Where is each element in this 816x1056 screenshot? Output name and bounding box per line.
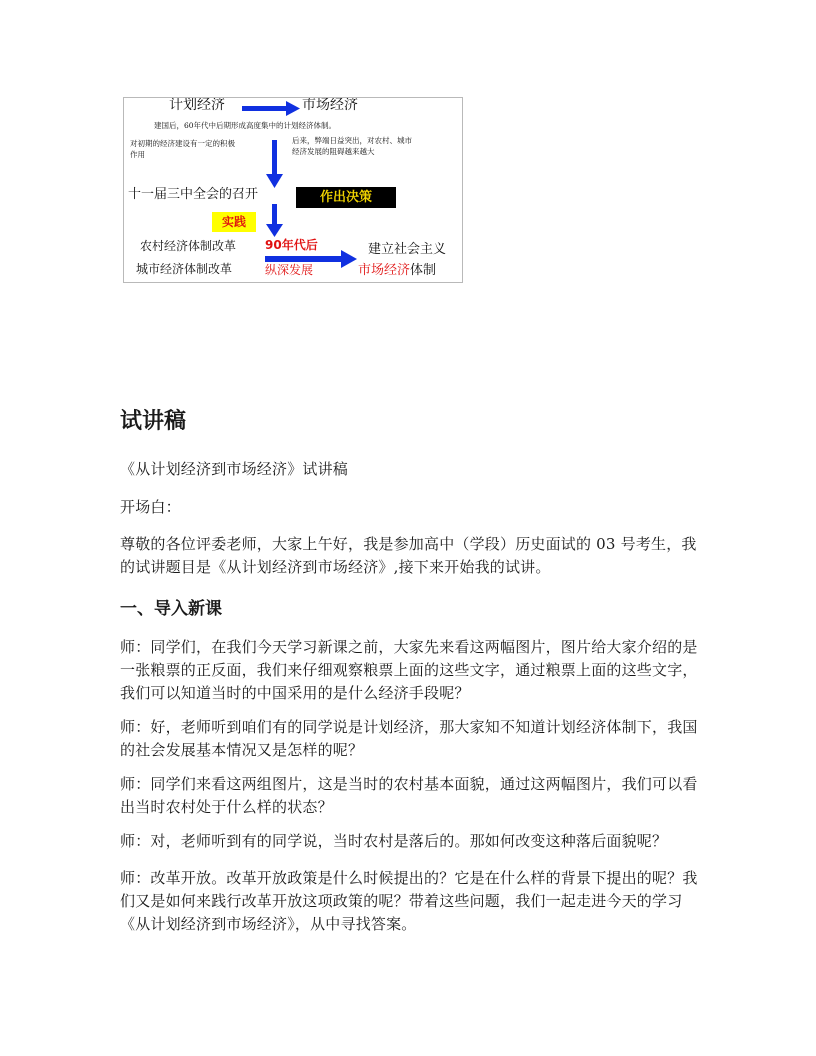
arrow-planned-to-market (242, 106, 288, 111)
paragraph-2: 师：好，老师听到咱们有的同学说是计划经济，那大家知不知道计划经济体制下，我国的社会发展基本情况又是怎样的呢？ (120, 718, 698, 759)
label-plenum: 十一届三中全会的召开 (128, 187, 259, 202)
arrow-head-down-2 (266, 224, 283, 237)
arrow-head-top (286, 101, 300, 116)
practice-box: 实践 (212, 212, 256, 232)
paragraph-3: 师：同学们来看这两组图片，这是当时的农村基本面貌，通过这两幅图片，我们可以看出当时农村处于什么样的状态？ (120, 775, 698, 816)
label-market-system (358, 264, 436, 278)
label-market-economy: 市场经济 (302, 97, 358, 113)
decision-box: 作出决策 (296, 187, 396, 208)
document-subtitle: 《从计划经济到市场经济》试讲稿 (120, 460, 349, 478)
arrow-down-1 (272, 140, 277, 176)
arrow-down-2 (272, 204, 277, 226)
paragraph-4: 师：对，老师听到有的同学说，当时农村是落后的。那如何改变这种落后面貌呢？ (120, 832, 668, 850)
label-planned-economy: 计划经济 (169, 97, 225, 113)
note-left: 对初期的经济建设有一定的积极作用 (130, 139, 235, 159)
label-system: 体制 (410, 263, 437, 278)
arrow-head-down-1 (266, 174, 283, 188)
paragraph-1: 师：同学们，在我们今天学习新课之前，大家先来看这两幅图片，图片给大家介绍的是一张粮票的正反面，我们来仔细观察粮票上面的这些文字，通过粮票上面的这些文字，我们可以知道当时的中国采用的是什么经济手段呢？ (120, 638, 698, 702)
label-market-economy-red: 市场经济 (358, 263, 411, 278)
document-title: 试讲稿 (120, 409, 187, 434)
label-deepen: 纵深发展 (265, 263, 314, 277)
section-heading: 一、导入新课 (120, 599, 222, 619)
arrow-to-market-system (265, 256, 343, 262)
note-right: 后来，弊端日益突出，对农村、城市经济发展的阻碍越来越大 (292, 136, 412, 156)
label-nineties: 90年代后 (265, 238, 318, 252)
label-build-socialist: 建立社会主义 (368, 242, 447, 257)
opening-paragraph: 尊敬的各位评委老师，大家上午好，我是参加高中（学段）历史面试的 03 号考生，我的试讲题目是《从计划经济到市场经济》,接下来开始我的试讲。 (120, 535, 697, 576)
arrow-head-bottom (341, 250, 357, 268)
label-rural-reform: 农村经济体制改革 (140, 239, 237, 253)
label-urban-reform: 城市经济体制改革 (136, 262, 233, 276)
paragraph-5: 师：改革开放。改革开放政策是什么时候提出的？它是在什么样的背景下提出的呢？我们又是如何来践行改革开放这项政策的呢？带着这些问题，我们一起走进今天的学习《从计划经济到市场经济》，从中寻找答案。 (120, 869, 698, 933)
opening-label: 开场白： (120, 498, 181, 516)
note-founding: 建国后，60年代中后期形成高度集中的计划经济体制。 (154, 121, 337, 130)
economy-flow-diagram (123, 97, 463, 283)
